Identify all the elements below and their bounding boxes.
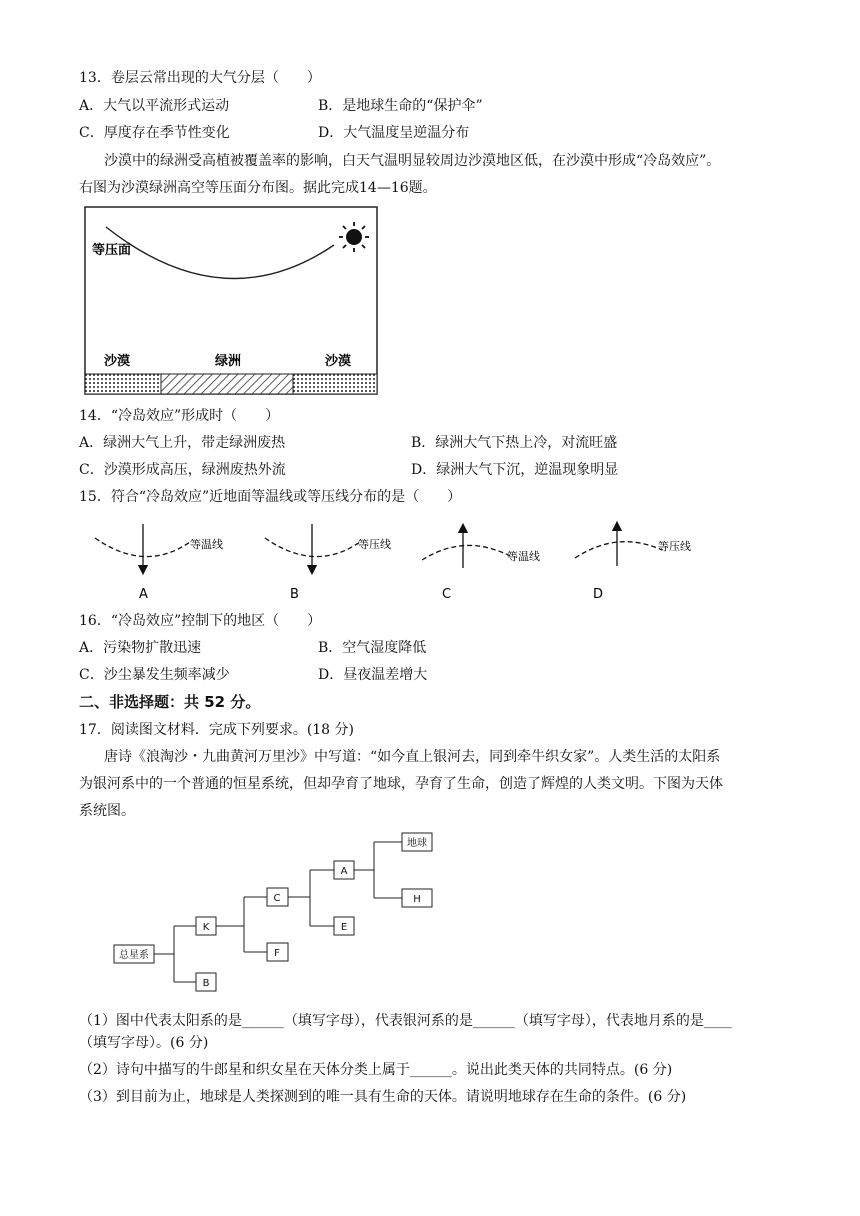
q17-sub1-line1: （1）图中代表太阳系的是______（填写字母），代表银河系的是______（填写字母），代表地月系的是____ — [79, 1013, 732, 1029]
q14-option-d: D．绿洲大气下沉，逆温现象明显 — [411, 462, 619, 478]
q14-stem: 14．“冷岛效应”形成时（ ） — [79, 408, 280, 424]
sun-icon — [339, 222, 369, 252]
q15-a-letter: A — [139, 587, 148, 602]
q15-option-b-diagram — [265, 524, 391, 602]
q16-option-c: C．沙尘暴发生频率减少 — [79, 667, 230, 683]
desert-left-ground — [85, 374, 161, 394]
node-h-label: H — [413, 894, 421, 905]
q16-stem: 16．“冷岛效应”控制下的地区（ ） — [79, 613, 322, 629]
node-root-label: 总星系 — [119, 950, 149, 961]
q15-option-d-diagram — [575, 526, 691, 602]
node-b-label: B — [202, 978, 210, 989]
q17-sub2: （2）诗句中描写的牛郎星和织女星在天体分类上属于______。说出此类天体的共同特点。(6 分) — [79, 1062, 673, 1078]
q15-d-curve-label: 等压线 — [658, 540, 691, 553]
q17-stem: 17．阅读图文材料．完成下列要求。(18 分) — [79, 722, 355, 738]
q16-option-d: D．昼夜温差增大 — [318, 667, 428, 683]
q17-sub1-line2: （填写字母）。(6 分) — [79, 1035, 209, 1051]
q15-d-letter: D — [593, 587, 604, 602]
node-a-label: A — [340, 866, 348, 877]
q13-option-a: A．大气以平流形式运动 — [79, 98, 230, 114]
q13-option-c: C．厚度存在季节性变化 — [79, 125, 230, 141]
desert-right-ground — [293, 374, 377, 394]
q13-stem: 13．卷层云常出现的大气分层（ ） — [79, 70, 321, 86]
material-line-2: 右图为沙漠绿洲高空等压面分布图。据此完成14—16题。 — [79, 180, 437, 196]
q17-para-2: 为银河系中的一个普通的恒星系统，但却孕育了地球，孕育了生命，创造了辉煌的人类文明。下图为天体 — [79, 776, 723, 792]
desert-right-label: 沙漠 — [325, 354, 352, 369]
node-f-label: F — [274, 948, 280, 959]
q15-option-a-diagram — [95, 524, 223, 602]
q17-para-1: 唐诗《浪淘沙・九曲黄河万里沙》中写道：“如今直上银河去，同到牵牛织女家”。人类生活的太阳系 — [104, 749, 721, 765]
oasis-label: 绿洲 — [215, 354, 242, 369]
node-k-label: K — [202, 922, 210, 933]
node-earth-label: 地球 — [407, 838, 427, 849]
isobar-label: 等压面 — [92, 243, 132, 258]
node-c-label: C — [273, 893, 281, 904]
q15-option-c-diagram — [422, 528, 540, 602]
q15-c-curve-label: 等温线 — [507, 550, 540, 563]
q14-option-c: C．沙漠形成高压，绿洲废热外流 — [79, 462, 286, 478]
q13-option-d: D．大气温度呈逆温分布 — [318, 125, 470, 141]
q13-option-b: B．是地球生命的“保护伞” — [318, 98, 483, 114]
oasis-ground — [161, 374, 293, 394]
q15-b-letter: B — [290, 587, 299, 602]
q15-b-curve-label: 等压线 — [358, 538, 391, 551]
q14-option-a: A．绿洲大气上升，带走绿洲废热 — [79, 435, 286, 451]
desert-left-label: 沙漠 — [104, 354, 131, 369]
q15-stem: 15．符合“冷岛效应”近地面等温线或等压线分布的是（ ） — [79, 489, 462, 505]
section-2-title: 二、非选择题：共 52 分。 — [79, 693, 261, 711]
q17-sub3: （3）到目前为止，地球是人类探测到的唯一具有生命的天体。请说明地球存在生命的条件。(6 分) — [79, 1089, 687, 1105]
q15-options-figure — [90, 518, 730, 608]
q15-c-letter: C — [442, 587, 452, 602]
material-line-1: 沙漠中的绿洲受高植被覆盖率的影响，白天气温明显较周边沙漠地区低，在沙漠中形成“冷岛效应”。 — [104, 153, 721, 169]
isobaric-surface-curve — [106, 227, 334, 278]
q14-option-b: B．绿洲大气下热上冷，对流旺盛 — [411, 435, 618, 451]
q16-option-a: A．污染物扩散迅速 — [79, 640, 202, 656]
q16-option-b: B．空气湿度降低 — [318, 640, 427, 656]
isobar-figure — [84, 205, 380, 397]
q15-a-curve-label: 等温线 — [190, 538, 223, 551]
celestial-system-diagram — [110, 828, 440, 998]
node-e-label: E — [340, 922, 348, 933]
q17-para-3: 系统图。 — [79, 803, 135, 819]
